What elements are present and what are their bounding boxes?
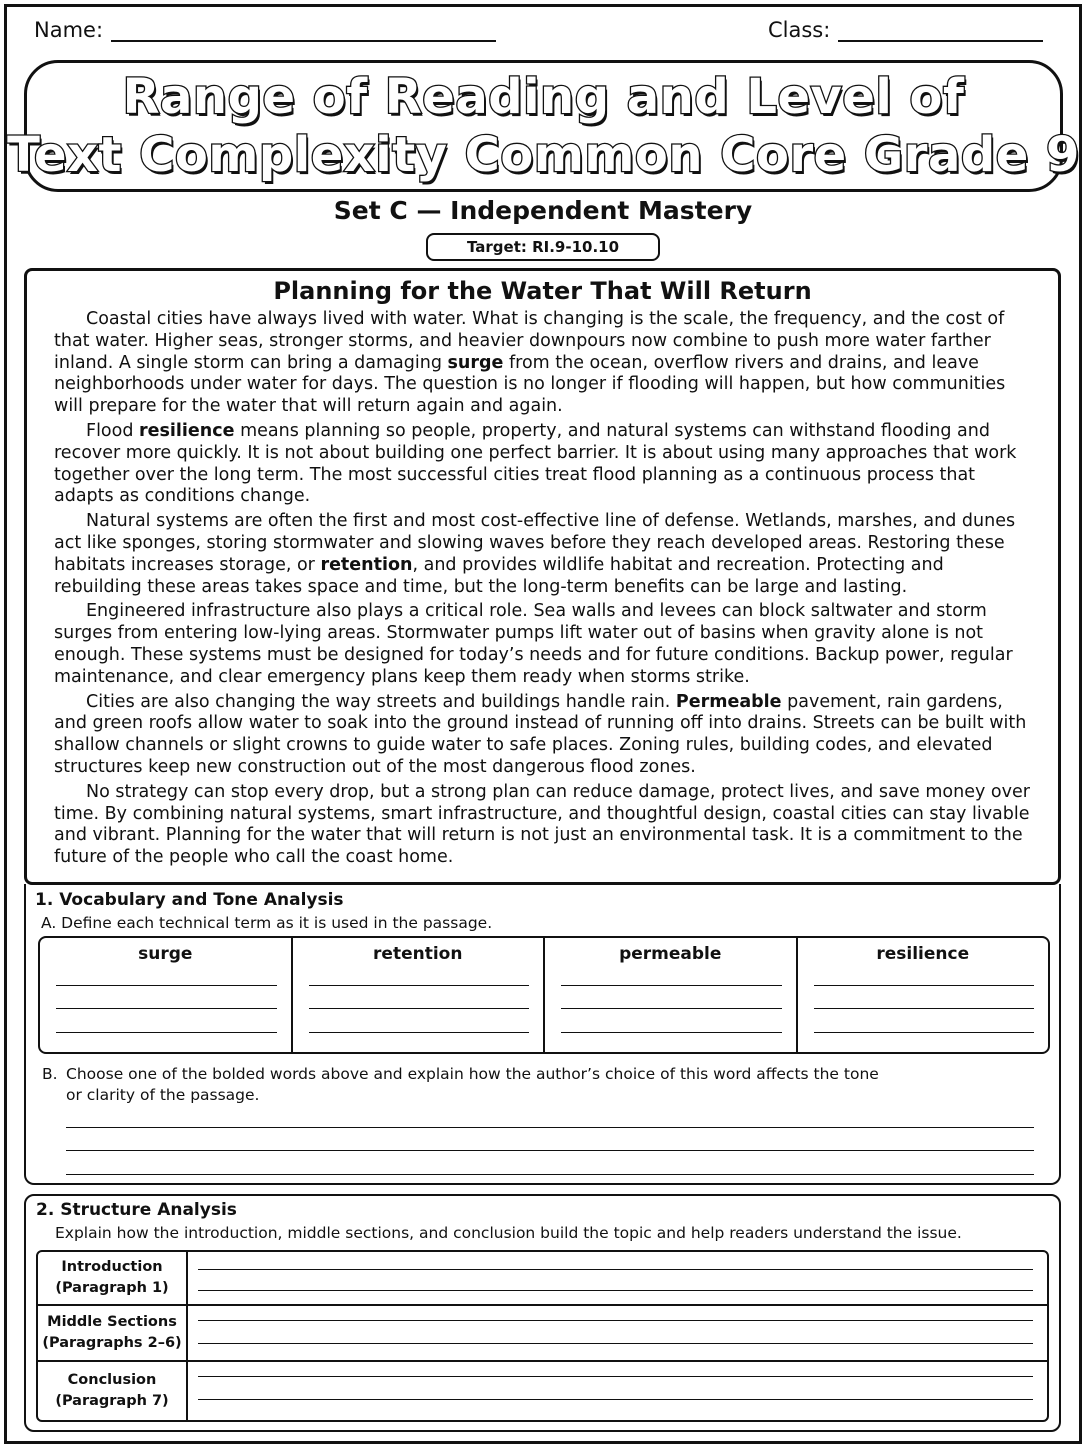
question-1b-prompt-line-1: Choose one of the bolded words above and explain how the author’s choice of this word affects the tone (66, 1065, 879, 1083)
paragraph-text: , and provides wildlife habitat and recreation. Protecting and rebuilding these areas takes space and time, but the long-term benefits can be large and lasting. (54, 554, 944, 597)
writing-line[interactable] (56, 985, 277, 986)
vocab-word-highlight: resilience (139, 420, 235, 441)
structure-row-middle-sections (38, 1306, 1047, 1360)
writing-line[interactable] (561, 985, 782, 986)
writing-line[interactable] (198, 1399, 1033, 1400)
writing-line[interactable] (814, 1032, 1035, 1033)
writing-line[interactable] (56, 1008, 277, 1009)
row-label-paragraphs: (Paragraph 1) (55, 1280, 169, 1296)
target-standard-badge: Target: RI.9-10.10 (426, 233, 660, 261)
answer-line[interactable] (66, 1174, 1034, 1175)
set-subtitle: Set C — Independent Mastery (333, 196, 753, 225)
structure-table (36, 1250, 1049, 1422)
question-1-box (24, 884, 1061, 1185)
writing-line[interactable] (309, 1008, 530, 1009)
title-line-2: Text Complexity Common Core Grade 9 (7, 127, 1080, 183)
structure-row-label (38, 1306, 188, 1360)
title-line-1: Range of Reading and Level of (122, 69, 965, 125)
writing-line[interactable] (198, 1269, 1033, 1270)
question-1b-marker: B. (42, 1065, 58, 1083)
paragraph-text: Engineered infrastructure also plays a critical role. Sea walls and levees can block saltwater and storm surges from entering low-lying areas. Stormwater pumps lift water out of basins when gravity alone is not enough. These systems must be designed for today’s needs and for future conditions. Backup power, regular maintenance, and clear emergency plans keep them ready when storms strike. (54, 601, 1013, 687)
writing-line[interactable] (814, 1008, 1035, 1009)
answer-line[interactable] (66, 1150, 1034, 1151)
writing-line[interactable] (561, 1008, 782, 1009)
vocab-column-retention (293, 938, 546, 1052)
title-banner (7, 60, 1080, 192)
vocab-word-highlight: retention (320, 554, 413, 575)
passage-paragraph-1 (54, 309, 1031, 418)
passage-box (24, 268, 1061, 885)
vocab-column-surge (40, 938, 293, 1052)
passage-paragraph-3 (54, 511, 1031, 598)
vocab-word-highlight: surge (447, 352, 504, 373)
passage-title: Planning for the Water That Will Return (273, 277, 812, 305)
writing-line[interactable] (309, 985, 530, 986)
paragraph-text: Coastal cities have always lived with water. What is changing is the scale, the frequency, and the cost of that water. Higher seas, stronger storms, and heavier downpours now combine to push more water farther inland. A single storm can bring a damaging (54, 309, 1005, 373)
name-blank-line (111, 20, 496, 42)
passage-paragraph-6 (54, 782, 1031, 869)
writing-line[interactable] (198, 1320, 1033, 1321)
vocab-column-resilience (798, 938, 1049, 1052)
question-1-title: 1. Vocabulary and Tone Analysis (35, 890, 344, 910)
passage-paragraph-4 (54, 601, 1031, 688)
row-label-title: Introduction (61, 1259, 163, 1275)
name-field (34, 18, 496, 42)
vocab-term: resilience (876, 944, 970, 964)
paragraph-text: Cities are also changing the way streets and buildings handle rain. (86, 691, 676, 712)
question-2-box (24, 1194, 1061, 1432)
writing-line[interactable] (309, 1032, 530, 1033)
paragraph-text: No strategy can stop every drop, but a strong plan can reduce damage, protect lives, and save money over time. By combining natural systems, smart infrastructure, and thoughtful design, coastal cities can stay livable and vibrant. Planning for the water that will return is not just an environmental task. It is a commitment to the future of the people who call the coast home. (54, 781, 1030, 868)
class-blank-line (838, 20, 1043, 42)
vocab-term: retention (373, 944, 463, 964)
answer-line[interactable] (66, 1127, 1034, 1128)
paragraph-text: means planning so people, property, and natural systems can withstand flooding and recover more quickly. It is not about building one perfect barrier. It is about using many approaches that work together over the long term. The most successful cities treat flood planning as a continuous process that adapts as conditions change. (54, 420, 1017, 507)
passage-body (54, 309, 1031, 869)
question-1a-prompt: A. Define each technical term as it is used in the passage. (41, 914, 493, 932)
writing-line[interactable] (198, 1376, 1033, 1377)
class-field (768, 18, 1043, 42)
name-label: Name: (34, 18, 104, 42)
row-label-title: Middle Sections (47, 1314, 177, 1330)
question-2-title: 2. Structure Analysis (36, 1200, 237, 1220)
paragraph-text: Flood (86, 420, 140, 441)
vocab-term: surge (138, 944, 193, 964)
class-label: Class: (768, 18, 831, 42)
row-label-title: Conclusion (67, 1372, 157, 1388)
row-label-paragraphs: (Paragraph 7) (55, 1393, 169, 1409)
question-1b-prompt-line-2: or clarity of the passage. (66, 1086, 260, 1104)
vocab-term: permeable (619, 944, 722, 964)
paragraph-text: pavement, rain gardens, and green roofs allow water to soak into the ground instead of running off into drains. Streets can be built with shallow channels or slight crowns to guide water to safe places. Zoning rules, building codes, and elevated structures keep new construction out of the most dangerous flood zones. (54, 691, 1027, 777)
question-2-prompt: Explain how the introduction, middle sections, and conclusion build the topic and help readers understand the issue. (55, 1224, 962, 1242)
vocabulary-table (38, 936, 1050, 1054)
passage-paragraph-2 (54, 421, 1031, 508)
writing-line[interactable] (198, 1343, 1033, 1344)
structure-row-label (38, 1362, 188, 1420)
paragraph-text: Natural systems are often the first and most cost-effective line of defense. Wetlands, marshes, and dunes act like sponges, storing stormwater and slowing waves before they reach developed areas. Restoring these habitats increases storage, or (54, 511, 1016, 575)
writing-line[interactable] (198, 1290, 1033, 1291)
vocab-word-highlight: Permeable (675, 691, 782, 712)
paragraph-text: from the ocean, overflow rivers and drains, and leave neighborhoods under water for days. The question is no longer if flooding will happen, but how communities will prepare for the water that will return again and again. (54, 352, 1006, 417)
structure-row-introduction (38, 1252, 1047, 1304)
writing-line[interactable] (561, 1032, 782, 1033)
writing-line[interactable] (814, 985, 1035, 986)
row-label-paragraphs: (Paragraphs 2–6) (42, 1335, 182, 1351)
writing-line[interactable] (56, 1032, 277, 1033)
structure-row-conclusion (38, 1362, 1047, 1420)
passage-paragraph-5 (54, 692, 1031, 779)
vocab-column-permeable (545, 938, 798, 1052)
structure-row-label (38, 1252, 188, 1304)
